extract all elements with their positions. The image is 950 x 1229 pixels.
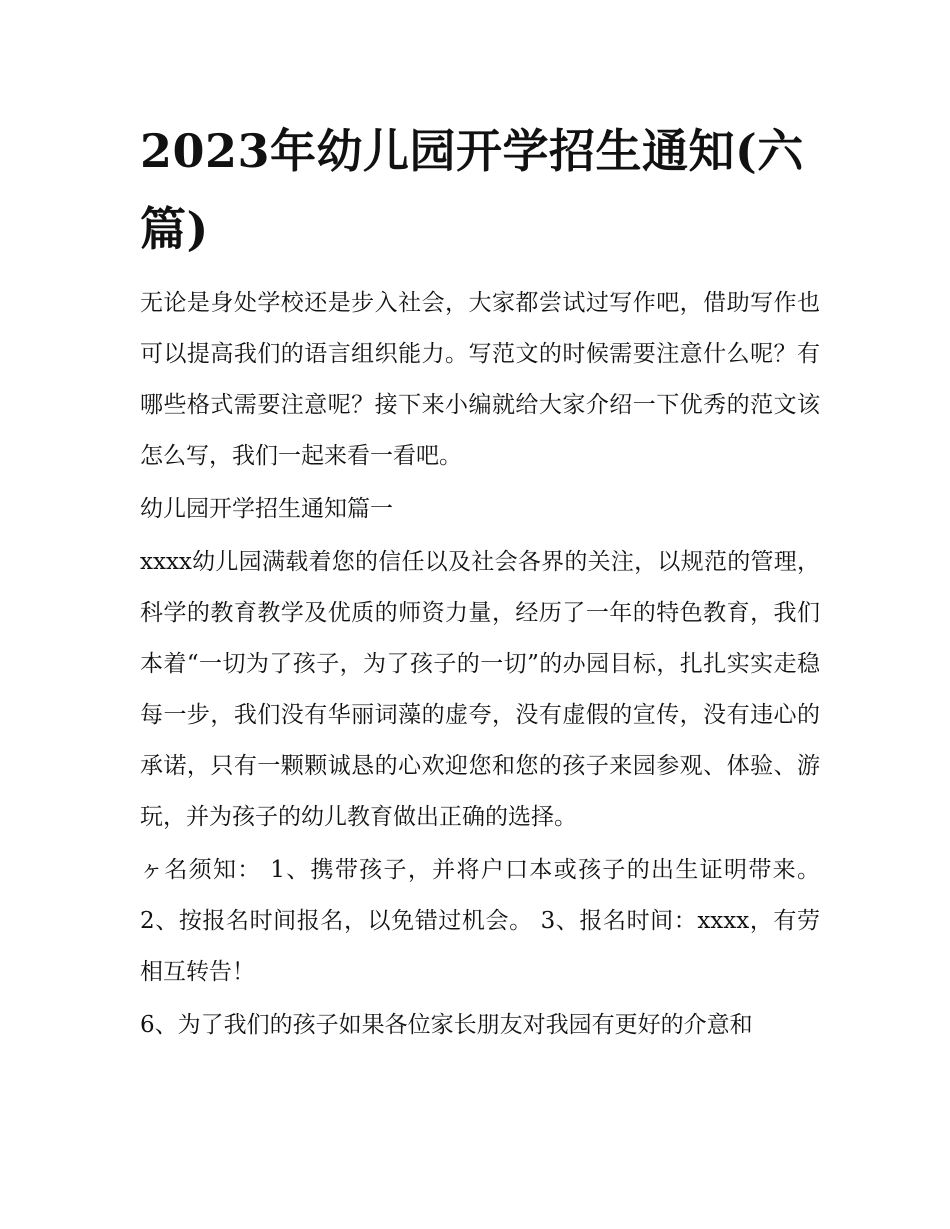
intro-paragraph: 无论是身处学校还是步入社会，大家都尝试过写作吧，借助写作也可以提高我们的语言组织能力。写范文的时候需要注意什么呢？有哪些格式需要注意呢？接下来小编就给大家介绍一下优秀的范文该怎么写，我们一起来看一看吧。 (140, 290, 820, 469)
body-paragraph: xxxx幼儿园满载着您的信任以及社会各界的关注，以规范的管理，科学的教育教学及优质的师资力量，经历了一年的特色教育，我们本着“一切为了孩子，为了孩子的一切”的办园目标，扎扎实实走稳每一步，我们没有华丽词藻的虚夸，没有虚假的宣传，没有违心的承诺，只有一颗颗诚恳的心欢迎您和您的孩子来园参观、体验、游玩，并为孩子的幼儿教育做出正确的选择。 (140, 549, 820, 830)
section-heading: 幼儿园开学招生通知篇一 (140, 496, 393, 522)
body-paragraph-continued: 6、为了我们的孩子如果各位家长朋友对我园有更好的介意和 (140, 1012, 753, 1038)
document-title: 2023年幼儿园开学招生通知(六篇) (140, 124, 804, 256)
document-content (140, 112, 820, 1053)
enrollment-notice-paragraph: ヶ名须知： 1、携带孩子，并将户口本或孩子的出生证明带来。 2、按报名时间报名，以免错过机会。 3、报名时间：xxxx，有劳相互转告！ (140, 857, 820, 985)
